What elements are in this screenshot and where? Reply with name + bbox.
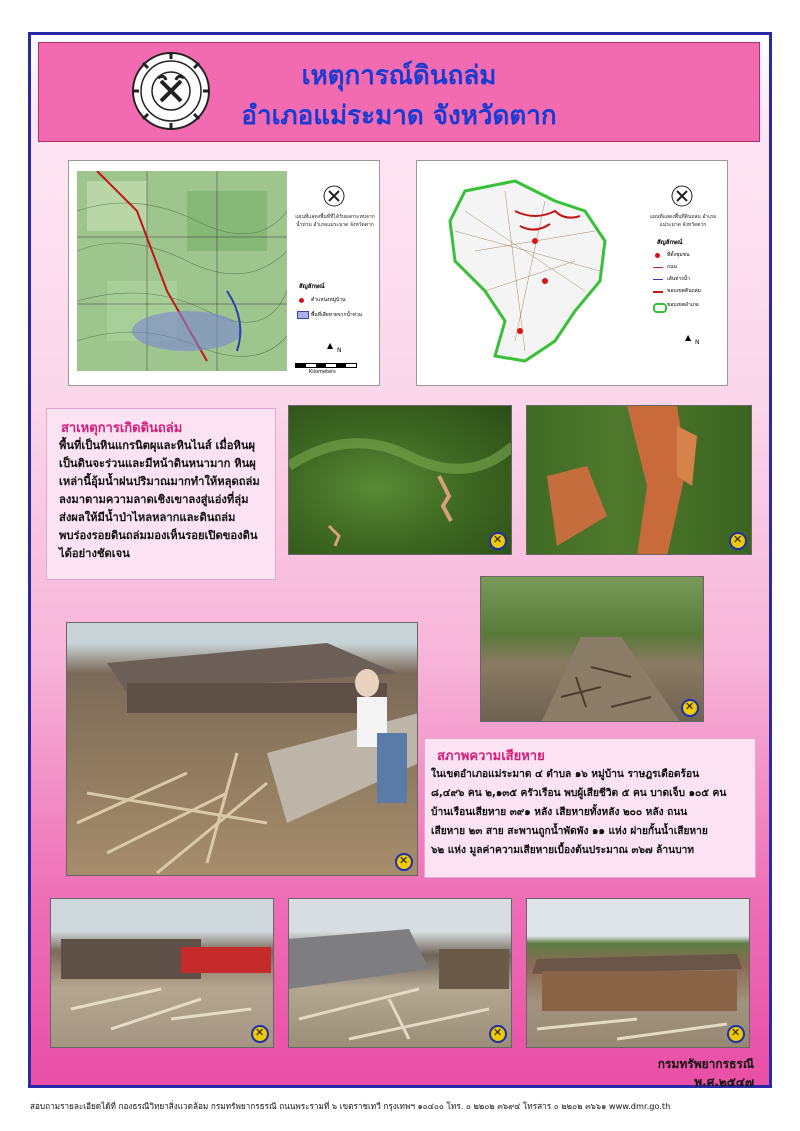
damaged-shop-image [51,899,274,1048]
map-right-legend-item: ที่ตั้งชุมชน [667,252,690,258]
legend-community-icon [655,253,660,258]
flood-debris-photo [66,622,418,876]
district-map-image [425,171,635,371]
cause-line: ได้อย่างชัดเจน [59,547,130,560]
map-right-legend-title: สัญลักษณ์ [657,239,683,246]
dmr-badge-icon [727,1025,745,1043]
landslide-scar-image [527,406,752,555]
scale-label: Kilometers [309,369,336,375]
map-left-legend-item: ตำแหน่งหมู่บ้าน [311,297,346,303]
map-right-title: แผนที่แสดงพื้นที่ดินถล่ม อำเภอแม่ระมาด จังหวัดตาก [649,214,717,228]
forest-hills-image [289,406,512,555]
cause-line: เป็นดินจะร่วนและมีหน้าดินหนามาก หินผุ [59,457,256,470]
topographic-map-image [77,171,287,371]
north-arrow-icon: ▲ [327,341,334,350]
legend-boundary-icon [653,303,667,313]
bottom-photo-1 [50,898,274,1048]
legend-road-icon [653,267,663,268]
map-left-north: N [337,347,342,354]
cause-body [59,437,271,563]
damage-line: เสียหาย ๒๓ สาย สะพานถูกน้ำพัดพัง ๑๑ แห่ง ฝายกั้นน้ำเสียหาย [431,826,708,837]
map-left-legend-title: สัญลักษณ์ [299,283,325,290]
wooden-house-image [527,899,750,1048]
house-debris-image [67,623,418,876]
damage-textbox [424,738,756,878]
organization-name: กรมทรัพยากรธรณี [657,1057,754,1071]
damage-line: บ้านเรือนเสียหาย ๓๙๑ หลัง เสียหายทั้งหลัง ๒๐๐ หลัง ถนน [431,807,688,818]
map-left-title: แผนที่แสดงพื้นที่ที่ได้รับผลกระทบจากน้ำท่วม อำเภอแม่ระมาด จังหวัดตาก [295,214,375,228]
dmr-badge-icon [489,532,507,550]
legend-river-icon [653,279,663,280]
legend-flood-icon [297,311,309,319]
legend-village-icon [299,298,304,303]
legend-landslide-icon [653,291,663,293]
page-title: เหตุการณ์ดินถล่ม [301,61,497,91]
map-left [68,160,380,386]
cause-line: เหล่านี้อุ้มน้ำฝนปริมาณมากทำให้หลุดถล่ม [59,475,260,488]
bottom-photo-3 [526,898,750,1048]
map-right-legend-item: ขอบเขตอำเภอ [667,302,699,308]
poster-year: พ.ศ.๒๕๔๗ [694,1075,754,1089]
damage-body [431,765,755,860]
aerial-photo-1 [288,405,512,555]
bottom-photo-2 [288,898,512,1048]
debris-channel-image [481,577,704,722]
cause-line: พื้นที่เป็นหินแกรนิตผุและหินไนส์ เมื่อหินผุ [59,439,256,452]
debris-flow-photo [480,576,704,722]
cause-line: ลงมาตามความลาดเชิงเขาลงสู่แอ่งที่ลุ่ม [59,493,249,506]
cause-line: ส่งผลให้มีน้ำป่าไหลหลากและดินถล่ม [59,511,236,524]
map-right-legend-item: เส้นทางน้ำ [667,276,690,282]
north-arrow-icon: ▲ [685,333,692,342]
footer-contact: สอบถามรายละเอียดได้ที่ กองธรณีวิทยาสิ่งแวดล้อม กรมทรัพยากรธรณี ถนนพระรามที่ ๖ เขตราชเทวี กรุงเทพฯ ๑๐๔๐๐ โทร. ๐ ๒๒๐๒ ๓๖๙๔ โทรสาร ๐ ๒๒๐๒ ๓๖๖๑ www.dmr.go.th [30,1101,671,1111]
collapsed-house-image [289,899,512,1048]
cause-line: พบร่องรอยดินถล่มมองเห็นรอยเปิดของดิน [59,529,258,542]
scale-bar [295,363,357,368]
dmr-badge-icon [251,1025,269,1043]
map-left-logo-icon [323,185,345,207]
cause-textbox [46,408,276,580]
map-right [416,160,728,386]
aerial-photo-2 [526,405,752,555]
page-subtitle: อำเภอแม่ระมาด จังหวัดตาก [241,101,557,131]
damage-line: ๘,๔๙๖ คน ๒,๑๓๕ ครัวเรือน พบผู้เสียชีวิต ๕ คน บาดเจ็บ ๑๐๕ คน [431,788,727,799]
map-right-north: N [695,339,700,346]
dmr-badge-icon [729,532,747,550]
map-right-legend-item: ถนน [667,264,677,270]
dmr-badge-icon [681,699,699,717]
cause-title: สาเหตุการเกิดดินถล่ม [61,421,183,436]
map-left-legend-item: พื้นที่เสียหายจากน้ำท่วม [311,312,363,318]
damage-line: ๖๒ แห่ง มูลค่าความเสียหายเบื้องต้นประมาณ ๓๖๗ ล้านบาท [431,845,695,856]
damage-title: สภาพความเสียหาย [437,749,545,764]
header-banner [38,42,760,142]
dmr-badge-icon [489,1025,507,1043]
map-right-legend-item: ขอบเขตดินถล่ม [667,288,702,294]
damage-line: ในเขตอำเภอแม่ระมาด ๔ ตำบล ๑๖ หมู่บ้าน ราษฎรเดือดร้อน [431,769,700,780]
dmr-badge-icon [395,853,413,871]
map-right-logo-icon [671,185,693,207]
